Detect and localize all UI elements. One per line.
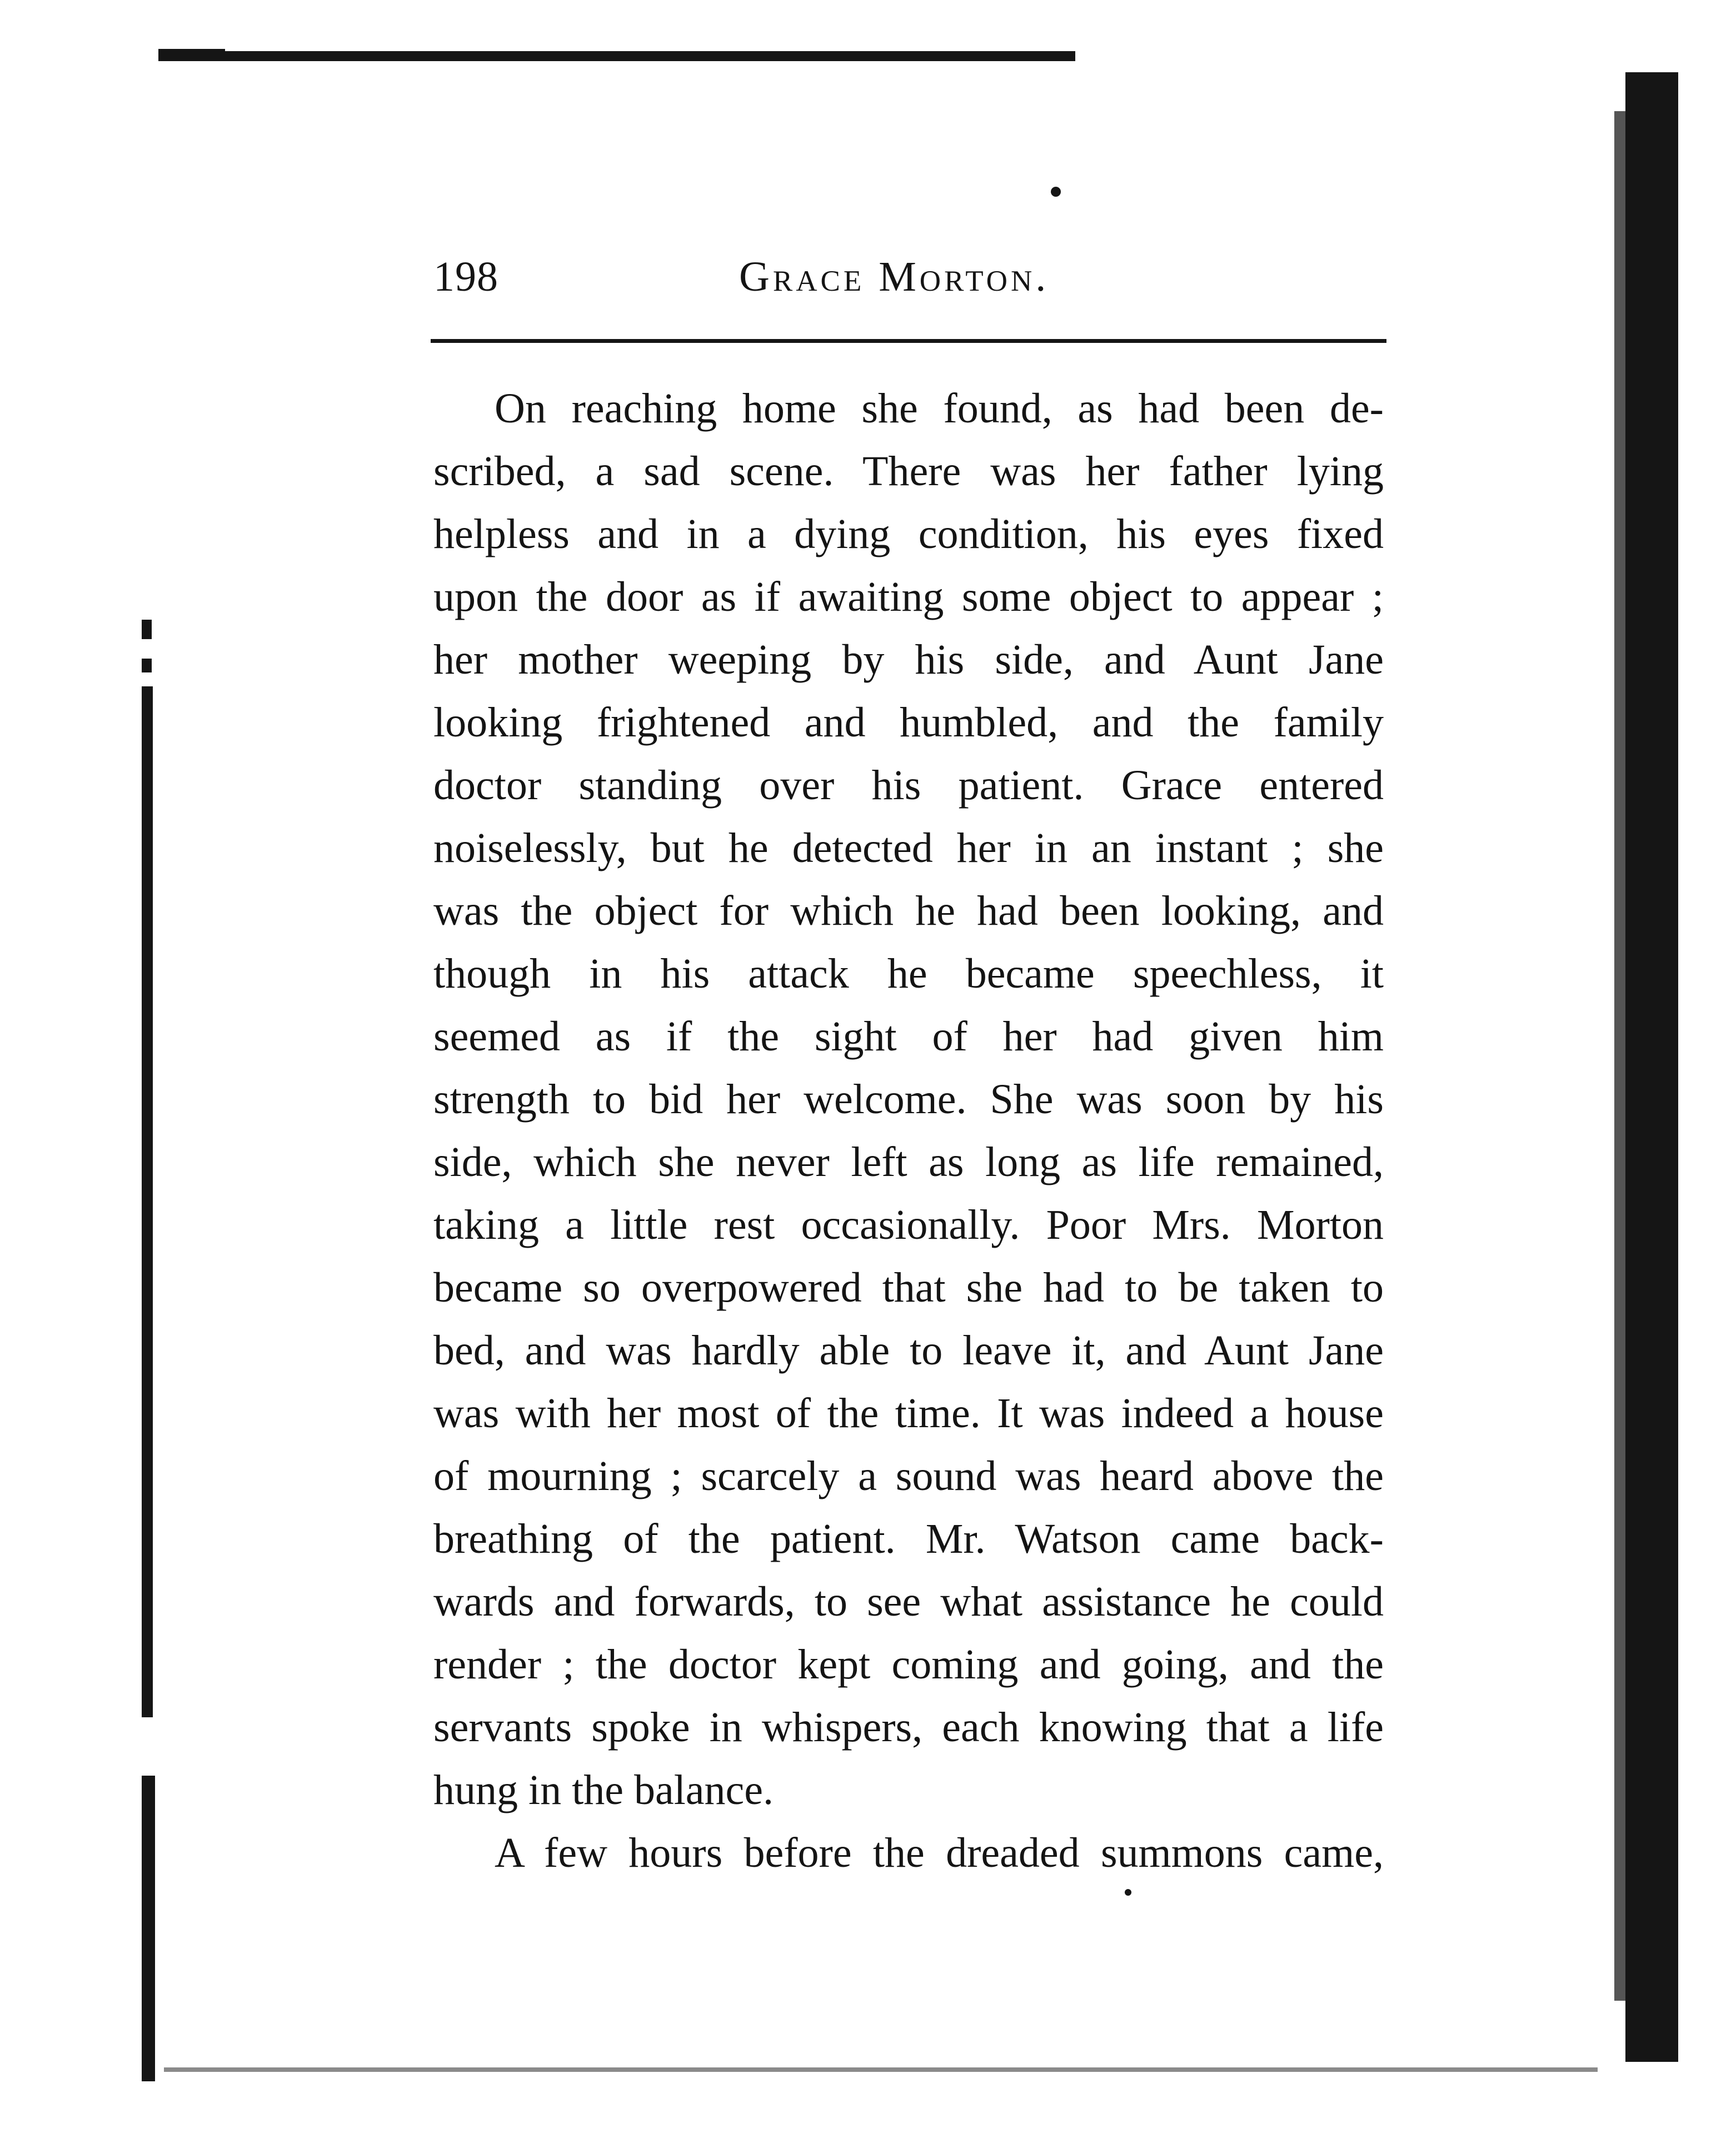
text-line: scribed, a sad scene. There was her father lying: [433, 448, 1384, 495]
text-line: bed, and was hardly able to leave it, and Aunt Jane: [433, 1327, 1384, 1374]
text-line: doctor standing over his patient. Grace entered: [433, 762, 1384, 809]
page-number: 198: [433, 253, 498, 300]
text-line: servants spoke in whispers, each knowing that a life: [433, 1704, 1384, 1751]
text-line: helpless and in a dying condition, his eyes fixed: [433, 511, 1384, 557]
text-line: seemed as if the sight of her had given him: [433, 1013, 1384, 1060]
text-line: looking frightened and humbled, and the family: [433, 699, 1384, 746]
text-line: render ; the doctor kept coming and going, and the: [433, 1641, 1384, 1688]
text-line: taking a little rest occasionally. Poor Mrs. Morton: [433, 1202, 1384, 1248]
text-line: of mourning ; scarcely a sound was heard above the: [433, 1453, 1384, 1499]
top-edge-bar: [158, 51, 1075, 61]
left-margin-bar: [142, 686, 153, 1717]
text-line: hung in the balance.: [433, 1767, 774, 1813]
text-line: upon the door as if awaiting some object to appear ;: [433, 574, 1384, 620]
bottom-edge-noise: [164, 2067, 1598, 2072]
right-edge-bar: [1625, 72, 1678, 2062]
running-title: Grace Morton.: [739, 253, 1050, 300]
text-line: her mother weeping by his side, and Aunt Jane: [433, 636, 1384, 683]
header-rule: [431, 339, 1386, 343]
text-line: strength to bid her welcome. She was soon by his: [433, 1076, 1384, 1123]
text-line: breathing of the patient. Mr. Watson came back-: [433, 1516, 1384, 1562]
text-line: was with her most of the time. It was indeed a house: [433, 1390, 1384, 1437]
text-line: though in his attack he became speechless, it: [433, 950, 1384, 997]
text-line: wards and forwards, to see what assistance he could: [433, 1578, 1384, 1625]
text-line: A few hours before the dreaded summons came,: [495, 1830, 1384, 1876]
text-line: side, which she never left as long as life remained,: [433, 1139, 1384, 1185]
text-line: On reaching home she found, as had been de-: [495, 385, 1384, 432]
text-line: noiselessly, but he detected her in an instant ; she: [433, 825, 1384, 871]
text-line: became so overpowered that she had to be taken to: [433, 1264, 1384, 1311]
text-line: was the object for which he had been looking, and: [433, 888, 1384, 934]
